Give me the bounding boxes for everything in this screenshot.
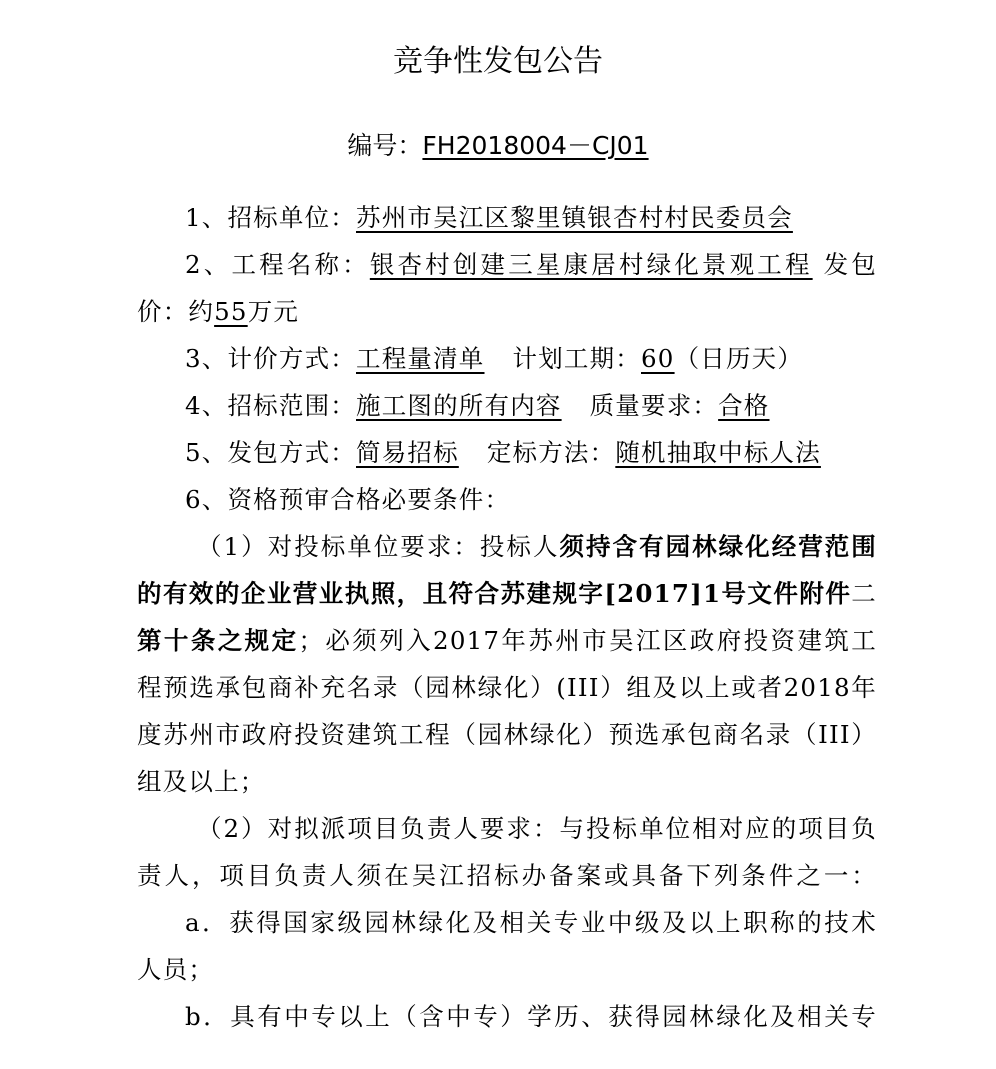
- item-contract-price: [137, 288, 877, 335]
- document-number-label: 编号：: [347, 131, 423, 160]
- req2-option-b-line-1: b．具有中专以上（含中专）学历、获得园林绿化及相关专: [185, 1002, 877, 1031]
- project-name-value: 银杏村创建三星康居村绿化景观工程: [369, 250, 813, 279]
- document-number-value: FH2018004－CJ01: [422, 131, 649, 160]
- req2-line-2: 责人，项目负责人须在吴江招标办备案或具备下列条件之一：: [137, 861, 877, 890]
- period-unit: （日历天）: [674, 344, 804, 373]
- quality-value: 合格: [718, 391, 770, 420]
- bidding-scope-value: 施工图的所有内容: [356, 391, 562, 420]
- item-project-name: [137, 241, 877, 288]
- item-pricing-method: [137, 335, 877, 382]
- req1-text: 二: [851, 579, 877, 608]
- item-label: 5、发包方式：: [185, 438, 356, 467]
- req1-line-5: 度苏州市政府投资建筑工程（园林绿化）预选承包商名录（III）: [137, 720, 877, 749]
- price-unit: 万元: [247, 297, 300, 326]
- item-contract-mode: [137, 429, 877, 476]
- req2-line-1: （2）对拟派项目负责人要求：与投标单位相对应的项目负: [197, 814, 877, 843]
- req1-line-2: [137, 570, 877, 617]
- item-bidding-unit: [137, 194, 877, 241]
- price-label: 价：约: [137, 297, 215, 326]
- req1-line-4: 程预选承包商补充名录（园林绿化）(III）组及以上或者2018年: [137, 673, 877, 702]
- bidding-unit-value: 苏州市吴江区黎里镇银杏村村民委员会: [356, 203, 793, 232]
- award-method-value: 随机抽取中标人法: [615, 438, 821, 467]
- req1-line-1: [137, 523, 877, 570]
- item-label: 1、招标单位：: [185, 203, 356, 232]
- item-label: 6、资格预审合格必要条件：: [185, 485, 511, 514]
- item-qualification-heading: [137, 476, 877, 523]
- period-label: 计划工期：: [512, 344, 641, 373]
- award-method-label: 定标方法：: [486, 438, 616, 467]
- announcement-body: [137, 194, 877, 1040]
- req2-option-a-line-2: 人员；: [137, 955, 215, 984]
- price-label-part: 发包: [823, 250, 877, 279]
- req1-line-6: 组及以上；: [137, 767, 266, 796]
- item-label: 3、计价方式：: [185, 344, 356, 373]
- req1-bold-text: 须持含有园林绿化经营范围: [559, 532, 877, 561]
- req1-text: （1）对投标单位要求：投标人: [197, 532, 560, 561]
- quality-label: 质量要求：: [589, 391, 719, 420]
- item-label: 2、工程名称：: [185, 250, 370, 279]
- pricing-method-value: 工程量清单: [356, 344, 485, 373]
- page-title: 竞争性发包公告: [393, 44, 603, 79]
- price-value: 55: [214, 297, 248, 326]
- req1-bold-text: 第十条之规定: [137, 626, 299, 655]
- req2-option-a-line-1: a．获得国家级园林绿化及相关专业中级及以上职称的技术: [185, 908, 877, 937]
- req1-text: ；必须列入2017年苏州市吴江区政府投资建筑工: [298, 626, 877, 655]
- document-number: [0, 126, 996, 166]
- req1-bold-text: 的有效的企业营业执照，且符合苏建规字[2017]1号文件附件: [137, 579, 852, 608]
- item-label: 4、招标范围：: [185, 391, 356, 420]
- req1-line-3: [137, 617, 877, 664]
- period-value: 60: [641, 344, 675, 373]
- item-bidding-scope: [137, 382, 877, 429]
- contract-mode-value: 简易招标: [356, 438, 459, 467]
